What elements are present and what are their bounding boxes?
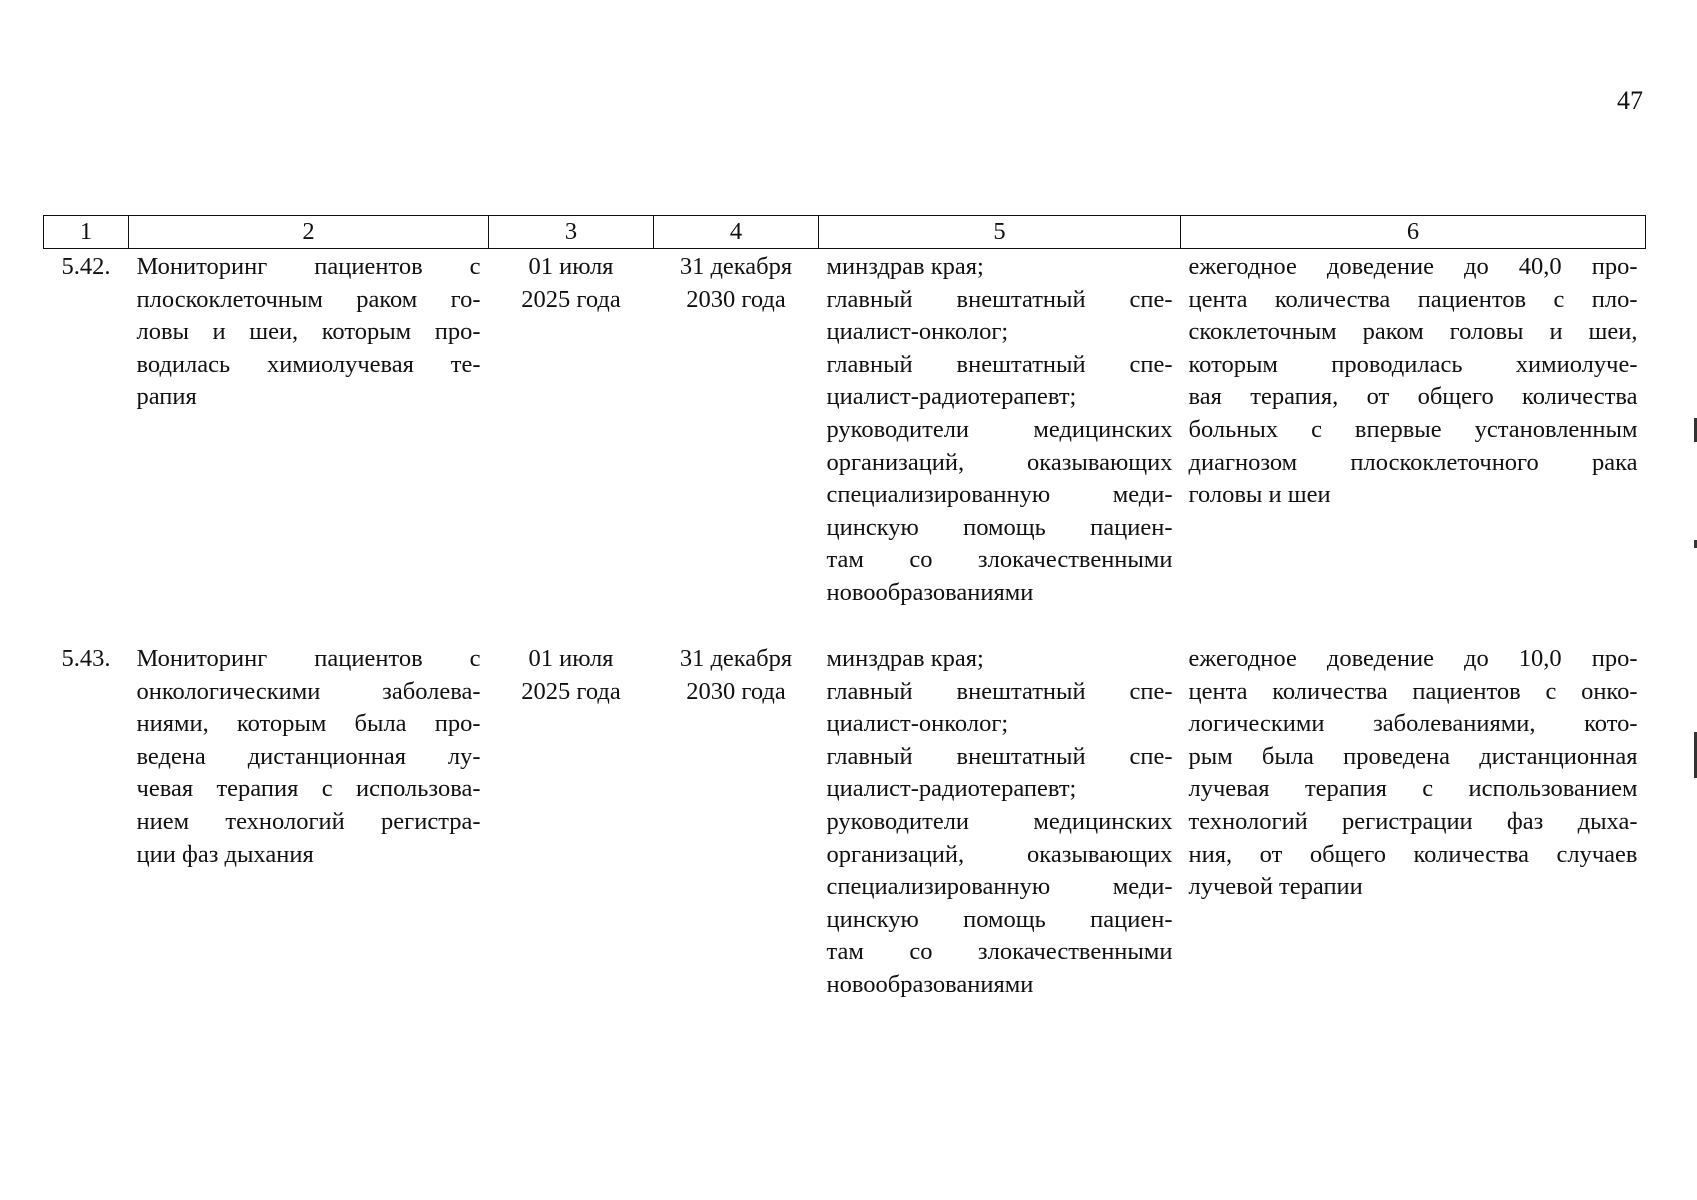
end-date: 31 декабря 2030 года [679, 253, 793, 313]
row-number: 5.42. [61, 253, 111, 280]
expected-result: ежегодное доведение до 40,0 про- цента количества пациентов с пло- скоклеточным раком головы и шеи, которым проводилась химиолуче- вая терапия, от общего количества больных с впервые установленным диагнозом плоскоклеточного рака головы и шеи [1188, 253, 1638, 509]
start-date: 01 июля 2025 года [521, 253, 621, 313]
start-date: 01 июля 2025 года [521, 645, 621, 705]
row-number: 5.43. [61, 645, 111, 672]
header-col-2: 2 [129, 216, 489, 249]
column-number-header [44, 216, 1646, 249]
header-col-6: 6 [1181, 216, 1646, 249]
responsible-executors: минздрав края; главный внештатный спе- циалист-онколог; главный внештатный спе- циалист-радиотерапевт; руководители медицинских организаций, оказывающих специализированную меди- цинскую помощь пациен- там со злокачественными новообразованиями [826, 645, 1173, 998]
header-col-1: 1 [44, 216, 129, 249]
header-col-3: 3 [489, 216, 654, 249]
header-col-4: 4 [654, 216, 819, 249]
responsible-executors: минздрав края; главный внештатный спе- циалист-онколог; главный внештатный спе- циалист-радиотерапевт; руководители медицинских организаций, оказывающих специализированную меди- цинскую помощь пациен- там со злокачественными новообразованиями [826, 253, 1173, 606]
page-number: 47 [1617, 86, 1643, 115]
measure-name: Мониторинг пациентов с плоскоклеточным раком го- ловы и шеи, которым про- водилась химиолучевая те- рапия [136, 253, 481, 411]
measures-table [43, 215, 1646, 1002]
header-col-5: 5 [819, 216, 1181, 249]
table-row [44, 643, 1646, 1002]
end-date: 31 декабря 2030 года [679, 645, 793, 705]
measure-name: Мониторинг пациентов с онкологическими заболева- ниями, которым была про- ведена дистанционная лу- чевая терапия с использова- нием технологий регистра- ции фаз дыхания [136, 645, 481, 868]
expected-result: ежегодное доведение до 10,0 про- цента количества пациентов с онко- логическими заболеваниями, кото- рым была проведена дистанционная лучевая терапия с использованием технологий регистрации фаз дыха- ния, от общего количества случаев лучевой терапии [1188, 645, 1638, 901]
table-row [44, 249, 1646, 644]
